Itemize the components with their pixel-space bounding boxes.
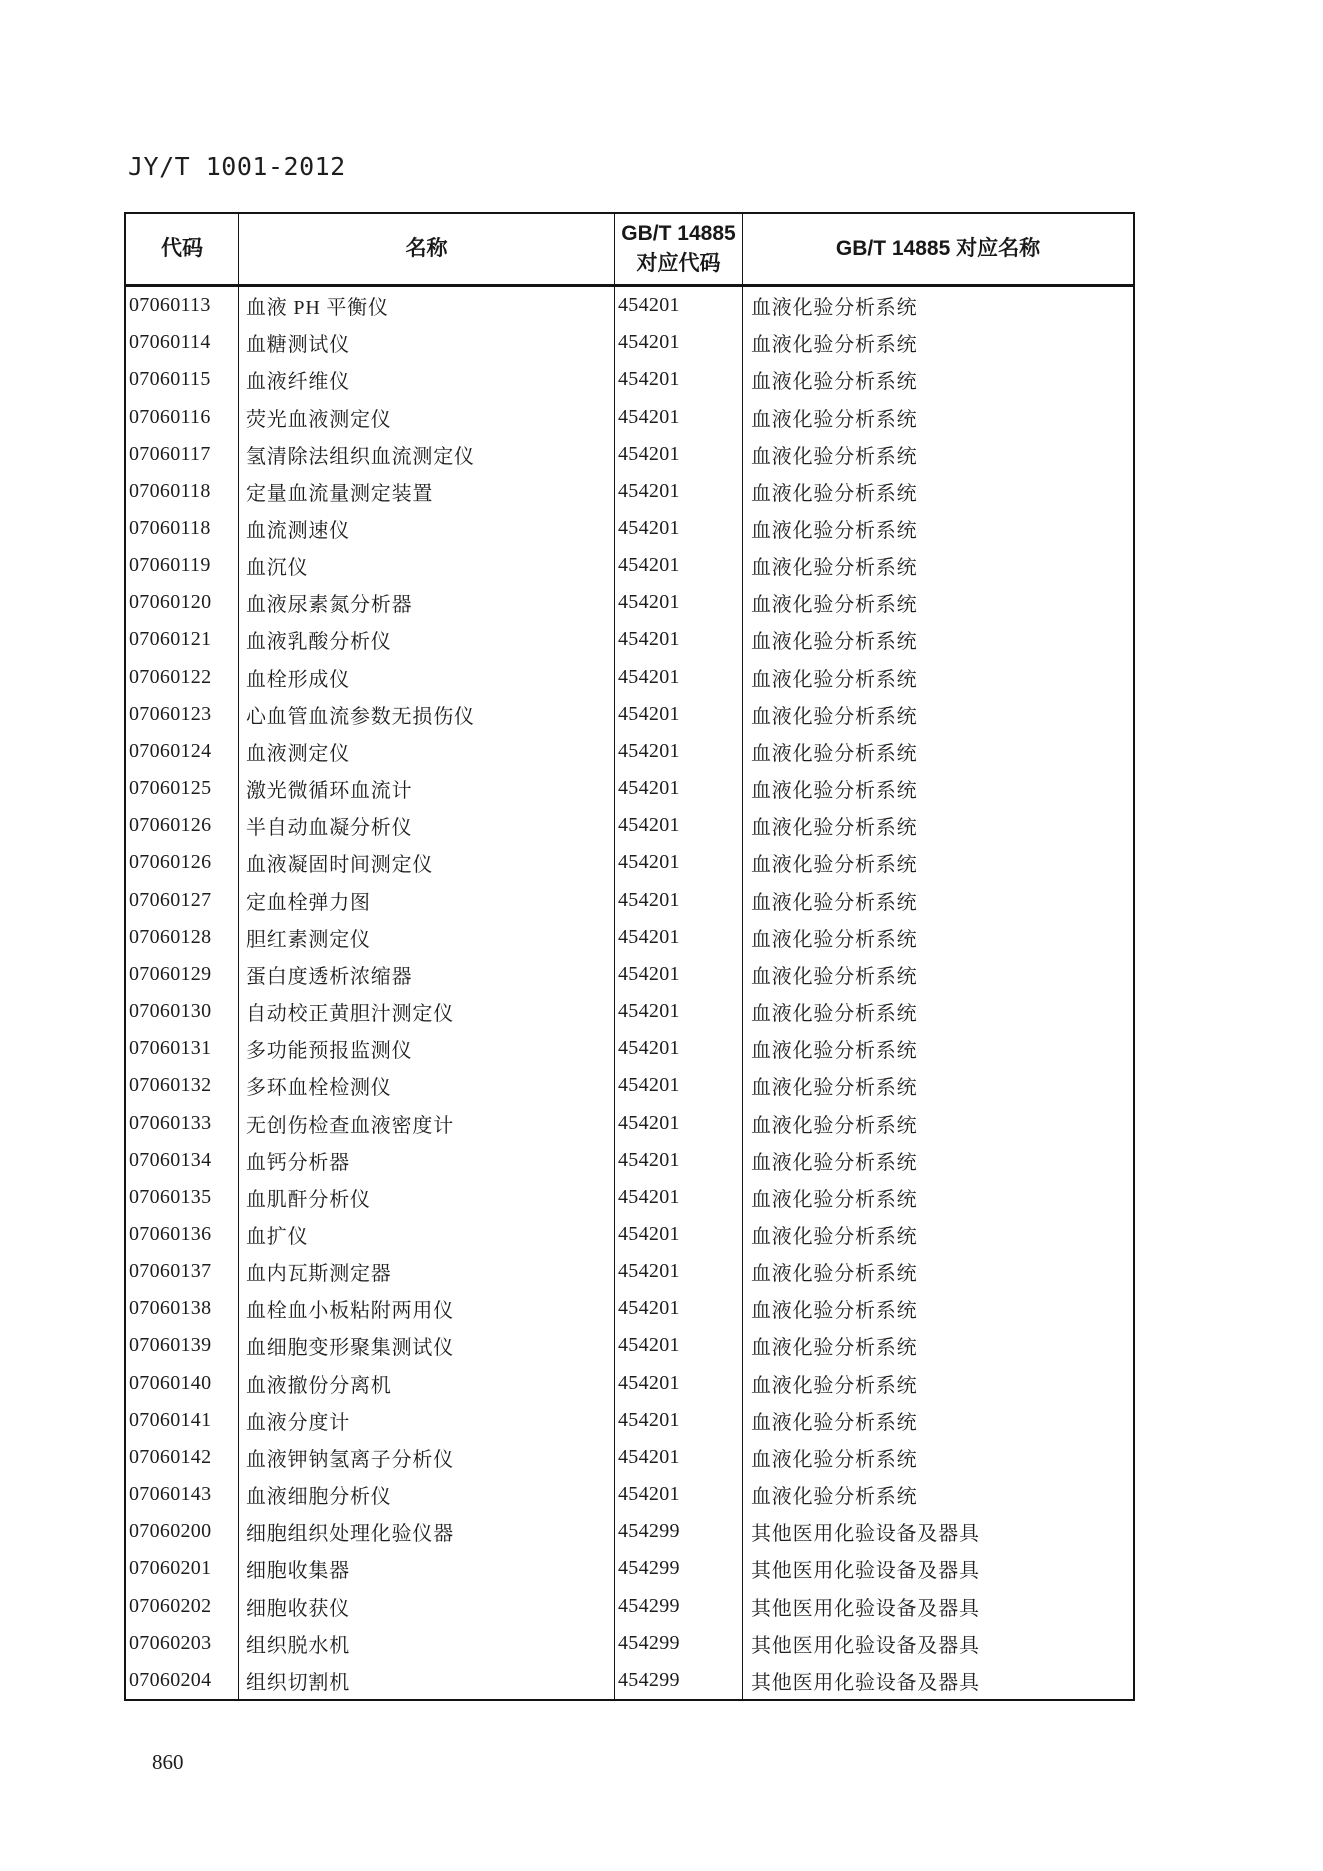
header-name: 名称: [239, 214, 615, 284]
name-cell: 血液乳酸分析仪: [239, 621, 615, 658]
gb-name-cell: 血液化验分析系统: [751, 1448, 918, 1471]
gb-code-cell: 454201: [615, 993, 743, 1030]
gb-name-cell: 血液化验分析系统: [751, 631, 918, 654]
code-cell: 07060200: [126, 1513, 239, 1550]
code-cell: 07060132: [126, 1067, 239, 1104]
name-cell: 荧光血液测定仪: [239, 398, 615, 435]
gb-code-cell: 454201: [615, 733, 743, 770]
name-cell: 血液 PH 平衡仪: [239, 287, 615, 324]
code-cell: 07060115: [126, 361, 239, 398]
code-cell: 07060129: [126, 956, 239, 993]
name-cell: 组织切割机: [239, 1662, 615, 1699]
code-cell: 07060123: [126, 696, 239, 733]
gb-code-cell: 454299: [615, 1662, 743, 1699]
gb-name-cell: 血液化验分析系统: [751, 1337, 918, 1360]
name-cell: 血液钾钠氢离子分析仪: [239, 1439, 615, 1476]
gb-code-cell: 454201: [615, 696, 743, 733]
code-cell: 07060133: [126, 1104, 239, 1141]
gb-code-cell: 454201: [615, 1476, 743, 1513]
standard-code: JY/T 1001-2012: [128, 152, 346, 181]
gb-name-cell: 血液化验分析系统: [751, 1188, 918, 1211]
gb-code-cell: 454201: [615, 659, 743, 696]
gb-code-cell: 454201: [615, 584, 743, 621]
gb-code-cell: 454201: [615, 547, 743, 584]
code-cell: 07060204: [126, 1662, 239, 1699]
gb-code-cell: 454201: [615, 770, 743, 807]
gb-code-cell: 454201: [615, 398, 743, 435]
gb-name-cell: 血液化验分析系统: [751, 1077, 918, 1100]
name-cell: 多功能预报监测仪: [239, 1030, 615, 1067]
gb-code-cell: 454201: [615, 1067, 743, 1104]
gb-code-cell: 454201: [615, 956, 743, 993]
table-body: [126, 287, 1133, 1699]
gb-code-cell: 454201: [615, 1290, 743, 1327]
gb-name-cell: 血液化验分析系统: [751, 705, 918, 728]
gb-name-cell: 血液化验分析系统: [751, 482, 918, 505]
gb-name-cell: 其他医用化验设备及器具: [751, 1634, 980, 1657]
name-cell: 血沉仪: [239, 547, 615, 584]
name-cell: 组织脱水机: [239, 1625, 615, 1662]
gb-name-cell: 血液化验分析系统: [751, 891, 918, 914]
gb-name-cell: 血液化验分析系统: [751, 408, 918, 431]
header-gb-code-line1: GB/T 14885: [621, 222, 736, 245]
gb-code-cell: 454201: [615, 919, 743, 956]
name-cell: 自动校正黄胆汁测定仪: [239, 993, 615, 1030]
code-cell: 07060124: [126, 733, 239, 770]
gb-name-cell: 血液化验分析系统: [751, 928, 918, 951]
code-cell: 07060139: [126, 1327, 239, 1364]
code-cell: 07060201: [126, 1550, 239, 1587]
gb-name-cell: 血液化验分析系统: [751, 817, 918, 840]
code-cell: 07060202: [126, 1588, 239, 1625]
name-cell: 血扩仪: [239, 1216, 615, 1253]
gb-name-cell: 血液化验分析系统: [751, 742, 918, 765]
name-cell: 血内瓦斯测定器: [239, 1253, 615, 1290]
code-cell: 07060121: [126, 621, 239, 658]
name-cell: 胆红素测定仪: [239, 919, 615, 956]
gb-code-cell: 454201: [615, 361, 743, 398]
header-gb-code: [615, 214, 743, 284]
name-cell: 心血管血流参数无损伤仪: [239, 696, 615, 733]
name-cell: 血液尿素氮分析器: [239, 584, 615, 621]
gb-code-cell: 454201: [615, 473, 743, 510]
gb-name-cell: 血液化验分析系统: [751, 1040, 918, 1063]
gb-name-cell: 其他医用化验设备及器具: [751, 1560, 980, 1583]
gb-code-cell: 454201: [615, 844, 743, 881]
gb-code-cell: 454201: [615, 1179, 743, 1216]
name-cell: 细胞组织处理化验仪器: [239, 1513, 615, 1550]
gb-name-cell: 血液化验分析系统: [751, 1003, 918, 1026]
code-cell: 07060134: [126, 1142, 239, 1179]
code-cell: 07060120: [126, 584, 239, 621]
code-cell: 07060130: [126, 993, 239, 1030]
name-cell: 血液分度计: [239, 1402, 615, 1439]
gb-name-cell: 血液化验分析系统: [751, 1263, 918, 1286]
name-cell: 血流测速仪: [239, 510, 615, 547]
gb-name-cell: 血液化验分析系统: [751, 445, 918, 468]
code-cell: 07060141: [126, 1402, 239, 1439]
code-cell: 07060131: [126, 1030, 239, 1067]
name-cell: 血液纤维仪: [239, 361, 615, 398]
name-cell: 定量血流量测定装置: [239, 473, 615, 510]
gb-name-cell: 血液化验分析系统: [751, 557, 918, 580]
gb-name-cell: 血液化验分析系统: [751, 1411, 918, 1434]
name-cell: 血液细胞分析仪: [239, 1476, 615, 1513]
code-cell: 07060116: [126, 398, 239, 435]
gb-code-cell: 454201: [615, 287, 743, 324]
gb-name-cell: 血液化验分析系统: [751, 668, 918, 691]
gb-code-cell: 454201: [615, 1216, 743, 1253]
code-cell: 07060114: [126, 324, 239, 361]
code-cell: 07060122: [126, 659, 239, 696]
gb-code-cell: 454201: [615, 807, 743, 844]
gb-name-cell: 血液化验分析系统: [751, 965, 918, 988]
code-cell: 07060126: [126, 807, 239, 844]
name-cell: 半自动血凝分析仪: [239, 807, 615, 844]
gb-code-cell: 454299: [615, 1550, 743, 1587]
name-cell: 细胞收获仪: [239, 1588, 615, 1625]
name-cell: 激光微循环血流计: [239, 770, 615, 807]
gb-code-cell: 454201: [615, 510, 743, 547]
gb-name-cell: 血液化验分析系统: [751, 594, 918, 617]
table-header-row: [126, 214, 1133, 287]
code-cell: 07060143: [126, 1476, 239, 1513]
code-cell: 07060118: [126, 473, 239, 510]
name-cell: 血液撤份分离机: [239, 1365, 615, 1402]
gb-code-cell: 454201: [615, 1365, 743, 1402]
gb-name-cell: 其他医用化验设备及器具: [751, 1671, 980, 1694]
gb-name-cell: 血液化验分析系统: [751, 854, 918, 877]
gb-name-cell: 血液化验分析系统: [751, 520, 918, 543]
code-cell: 07060136: [126, 1216, 239, 1253]
gb-name-cell: 血液化验分析系统: [751, 780, 918, 803]
gb-name-cell: 其他医用化验设备及器具: [751, 1523, 980, 1546]
gb-name-cell: 血液化验分析系统: [751, 334, 918, 357]
gb-code-cell: 454299: [615, 1513, 743, 1550]
code-cell: 07060137: [126, 1253, 239, 1290]
gb-name-cell: 血液化验分析系统: [751, 1300, 918, 1323]
header-code: 代码: [126, 214, 239, 284]
header-gb-code-line2: 对应代码: [636, 252, 721, 275]
gb-code-cell: 454201: [615, 1327, 743, 1364]
code-cell: 07060127: [126, 882, 239, 919]
gb-code-cell: 454201: [615, 1253, 743, 1290]
gb-name-cell: 血液化验分析系统: [751, 1374, 918, 1397]
code-cell: 07060128: [126, 919, 239, 956]
gb-name-cell: 血液化验分析系统: [751, 371, 918, 394]
name-cell: 血钙分析器: [239, 1142, 615, 1179]
gb-name-cell: 血液化验分析系统: [751, 1151, 918, 1174]
gb-code-cell: 454201: [615, 1030, 743, 1067]
gb-code-cell: 454201: [615, 1402, 743, 1439]
code-cell: 07060119: [126, 547, 239, 584]
gb-code-cell: 454201: [615, 436, 743, 473]
classification-table: [124, 212, 1135, 1701]
page-number: 860: [152, 1750, 184, 1774]
gb-name-cell: 血液化验分析系统: [751, 1226, 918, 1249]
name-cell: 血肌酐分析仪: [239, 1179, 615, 1216]
code-cell: 07060118: [126, 510, 239, 547]
gb-code-cell: 454201: [615, 621, 743, 658]
name-cell: 多环血栓检测仪: [239, 1067, 615, 1104]
gb-code-cell: 454201: [615, 882, 743, 919]
code-cell: 07060135: [126, 1179, 239, 1216]
code-cell: 07060126: [126, 844, 239, 881]
name-cell: 定血栓弹力图: [239, 882, 615, 919]
gb-name-cell: 血液化验分析系统: [751, 1114, 918, 1137]
name-cell: 血液凝固时间测定仪: [239, 844, 615, 881]
name-cell: 血栓血小板粘附两用仪: [239, 1290, 615, 1327]
gb-name-cell: 血液化验分析系统: [751, 297, 918, 320]
gb-code-cell: 454201: [615, 1439, 743, 1476]
code-cell: 07060117: [126, 436, 239, 473]
name-cell: 血液测定仪: [239, 733, 615, 770]
name-cell: 血栓形成仪: [239, 659, 615, 696]
gb-code-cell: 454201: [615, 1142, 743, 1179]
code-cell: 07060125: [126, 770, 239, 807]
gb-code-cell: 454299: [615, 1625, 743, 1662]
name-cell: 氢清除法组织血流测定仪: [239, 436, 615, 473]
code-cell: 07060203: [126, 1625, 239, 1662]
code-cell: 07060138: [126, 1290, 239, 1327]
name-cell: 血细胞变形聚集测试仪: [239, 1327, 615, 1364]
header-gb-name: GB/T 14885 对应名称: [835, 237, 1041, 260]
gb-name-cell: 血液化验分析系统: [751, 1486, 918, 1509]
name-cell: 血糖测试仪: [239, 324, 615, 361]
code-cell: 07060140: [126, 1365, 239, 1402]
gb-name-cell: 其他医用化验设备及器具: [751, 1597, 980, 1620]
code-cell: 07060113: [126, 287, 239, 324]
name-cell: 无创伤检查血液密度计: [239, 1104, 615, 1141]
gb-code-cell: 454201: [615, 324, 743, 361]
gb-code-cell: 454299: [615, 1588, 743, 1625]
code-cell: 07060142: [126, 1439, 239, 1476]
gb-code-cell: 454201: [615, 1104, 743, 1141]
name-cell: 细胞收集器: [239, 1550, 615, 1587]
name-cell: 蛋白度透析浓缩器: [239, 956, 615, 993]
